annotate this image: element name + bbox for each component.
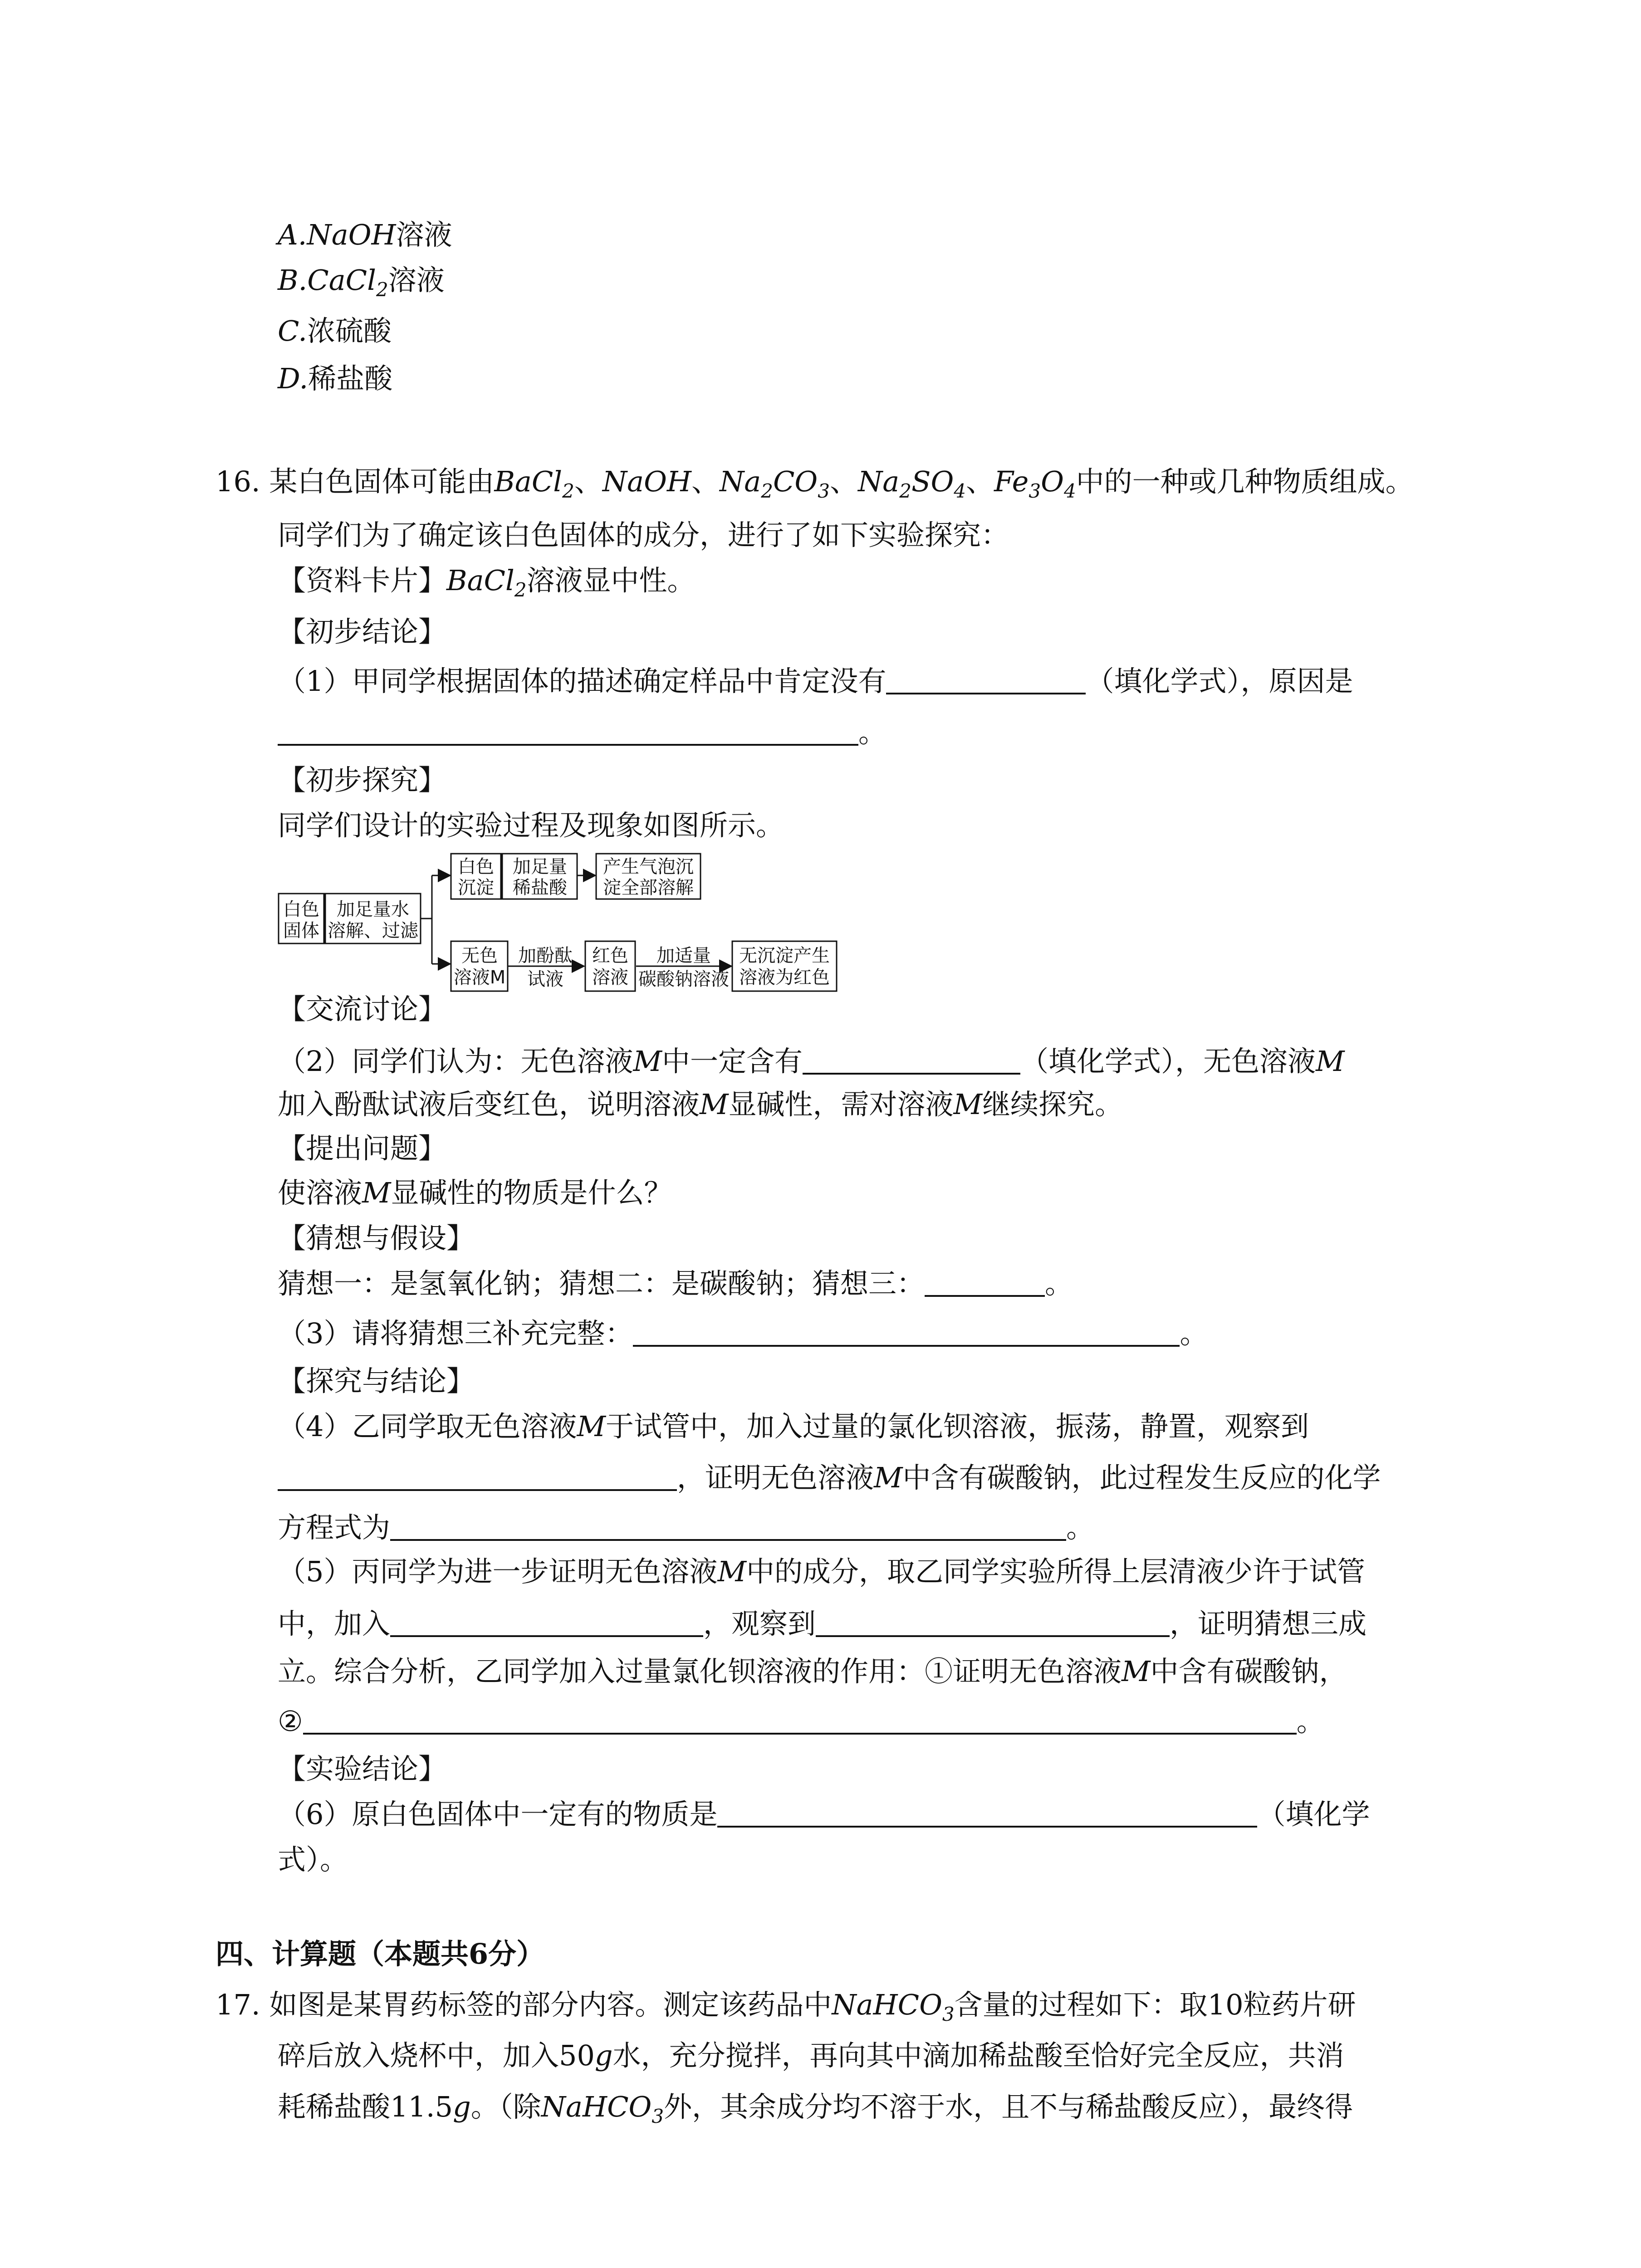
svg-text:加酚酞: 加酚酞 <box>518 945 573 966</box>
q16-line-1: 16. 某白色固体可能由BaCl$_2$、NaOH、$Na_2CO_3$、$Na_2SO_4$、$Fe_3O_4$中的一种或几种物质组成。 <box>216 465 1414 502</box>
q16-line-2: 同学们为了确定该白色固体的成分，进行了如下实验探究： <box>278 518 1009 552</box>
svg-text:无沉淀产生: 无沉淀产生 <box>739 945 830 966</box>
box-add-acid <box>502 854 577 899</box>
box-solution-m <box>451 941 508 991</box>
svg-text:碳酸钠溶液: 碳酸钠溶液 <box>638 969 729 990</box>
heading-result: 【实验结论】 <box>278 1752 447 1785</box>
answer-blank[interactable] <box>633 1317 1180 1347</box>
svg-text:沉淀: 沉淀 <box>458 877 494 898</box>
q17-line-1: 17. 如图是某胃药标签的部分内容。测定该药品中NaHCO$_3$含量的过程如下：取10粒药片研 <box>216 1988 1356 2025</box>
svg-text:红色: 红色 <box>592 945 628 966</box>
option-b: B.CaCl$_2$溶液 <box>278 264 445 301</box>
option-d: D.稀盐酸 <box>278 362 393 395</box>
heading-question: 【提出问题】 <box>278 1132 447 1165</box>
svg-text:白色: 白色 <box>458 856 494 877</box>
part-6-line-2: 式）。 <box>278 1843 348 1876</box>
part-3: （3）请将猜想三补充完整： 。 <box>278 1317 1208 1350</box>
answer-blank[interactable] <box>717 1798 1257 1828</box>
part-4-line-3: 方程式为 。 <box>278 1511 1095 1544</box>
answer-blank[interactable] <box>886 665 1086 694</box>
label-add-indicator <box>518 945 573 990</box>
heading-hypothesis: 【猜想与假设】 <box>278 1222 475 1255</box>
svg-text:溶液为红色: 溶液为红色 <box>739 967 830 988</box>
answer-blank[interactable] <box>816 1607 1170 1637</box>
svg-text:溶液: 溶液 <box>592 967 628 988</box>
q17-line-3: 耗稀盐酸11.5g。（除NaHCO$_3$外，其余成分均不溶于水，且不与稀盐酸反应），最终得 <box>278 2090 1353 2127</box>
part-1-line-2: 。 <box>278 714 887 751</box>
answer-blank[interactable] <box>278 716 858 746</box>
svg-text:加足量: 加足量 <box>513 856 567 877</box>
q17-line-2: 碎后放入烧杯中，加入50g水，充分搅拌，再向其中滴加稀盐酸至恰好完全反应，共消 <box>278 2039 1344 2072</box>
label-add-na2co3 <box>638 945 729 990</box>
answer-blank[interactable] <box>803 1045 1020 1075</box>
box-white-precipitate <box>451 854 501 899</box>
box-result-1 <box>596 854 700 899</box>
hypothesis-text: 猜想一：是氢氧化钠；猜想二：是碳酸钠；猜想三： 。 <box>278 1267 1073 1300</box>
answer-blank[interactable] <box>278 1461 677 1491</box>
option-c: C.浓硫酸 <box>278 314 392 347</box>
svg-text:加足量水: 加足量水 <box>337 899 409 920</box>
heading-prelim-explore: 【初步探究】 <box>278 763 447 797</box>
part-4-line-1: （4）乙同学取无色溶液M于试管中，加入过量的氯化钡溶液，振荡，静置，观察到 <box>278 1410 1309 1443</box>
svg-text:溶液M: 溶液M <box>453 967 506 988</box>
box-step1 <box>325 894 421 943</box>
heading-prelim-conclusion: 【初步结论】 <box>278 615 447 648</box>
svg-text:固体: 固体 <box>283 920 319 941</box>
answer-blank[interactable] <box>303 1705 1297 1735</box>
answer-blank[interactable] <box>390 1511 1066 1541</box>
part-4-line-2: ，证明无色溶液M中含有碳酸钠，此过程发生反应的化学 <box>278 1460 1381 1496</box>
part-5-line-4: ② 。 <box>278 1705 1325 1738</box>
experiment-flow-diagram <box>278 853 877 998</box>
part-6-line-1: （6）原白色固体中一定有的物质是 （填化学 <box>278 1798 1370 1831</box>
svg-text:稀盐酸: 稀盐酸 <box>513 877 567 898</box>
question-text: 使溶液M显碱性的物质是什么？ <box>278 1176 672 1209</box>
answer-blank[interactable] <box>925 1267 1045 1297</box>
part-5-line-1: （5）丙同学为进一步证明无色溶液M中的成分，取乙同学实验所得上层清液少许于试管 <box>278 1555 1365 1588</box>
svg-text:溶解、过滤: 溶解、过滤 <box>328 920 418 941</box>
question-number: 16. <box>216 465 260 498</box>
info-card: 【资料卡片】BaCl$_2$溶液显中性。 <box>278 564 696 601</box>
heading-discussion: 【交流讨论】 <box>278 992 447 1026</box>
part-1-line-1: （1）甲同学根据固体的描述确定样品中肯定没有 （填化学式），原因是 <box>278 665 1353 698</box>
svg-text:淀全部溶解: 淀全部溶解 <box>603 877 694 898</box>
part-2-line-1: （2）同学们认为：无色溶液M中一定含有 （填化学式），无色溶液M <box>278 1045 1345 1078</box>
part-2-line-2: 加入酚酞试液后变红色，说明溶液M显碱性，需对溶液M继续探究。 <box>278 1088 1123 1121</box>
svg-text:无色: 无色 <box>461 945 498 966</box>
box-white-solid <box>279 894 324 943</box>
svg-text:试液: 试液 <box>527 969 563 990</box>
svg-text:加适量: 加适量 <box>656 945 711 966</box>
explore-text: 同学们设计的实验过程及现象如图所示。 <box>278 809 784 842</box>
flow-svg <box>278 853 877 998</box>
option-a: A.NaOH溶液 <box>278 218 452 251</box>
part-5-line-2: 中，加入 ，观察到 ，证明猜想三成 <box>278 1607 1367 1640</box>
svg-text:产生气泡沉: 产生气泡沉 <box>603 856 694 877</box>
box-red-solution <box>585 941 635 991</box>
box-result-2 <box>732 941 837 991</box>
question-number: 17. <box>216 1988 260 2021</box>
heading-probe: 【探究与结论】 <box>278 1364 475 1398</box>
section-heading: 四、计算题（本题共6分） <box>216 1937 545 1970</box>
answer-blank[interactable] <box>390 1607 703 1637</box>
part-5-line-3: 立。综合分析，乙同学加入过量氯化钡溶液的作用：①证明无色溶液M中含有碳酸钠， <box>278 1655 1347 1688</box>
svg-text:白色: 白色 <box>283 899 319 920</box>
